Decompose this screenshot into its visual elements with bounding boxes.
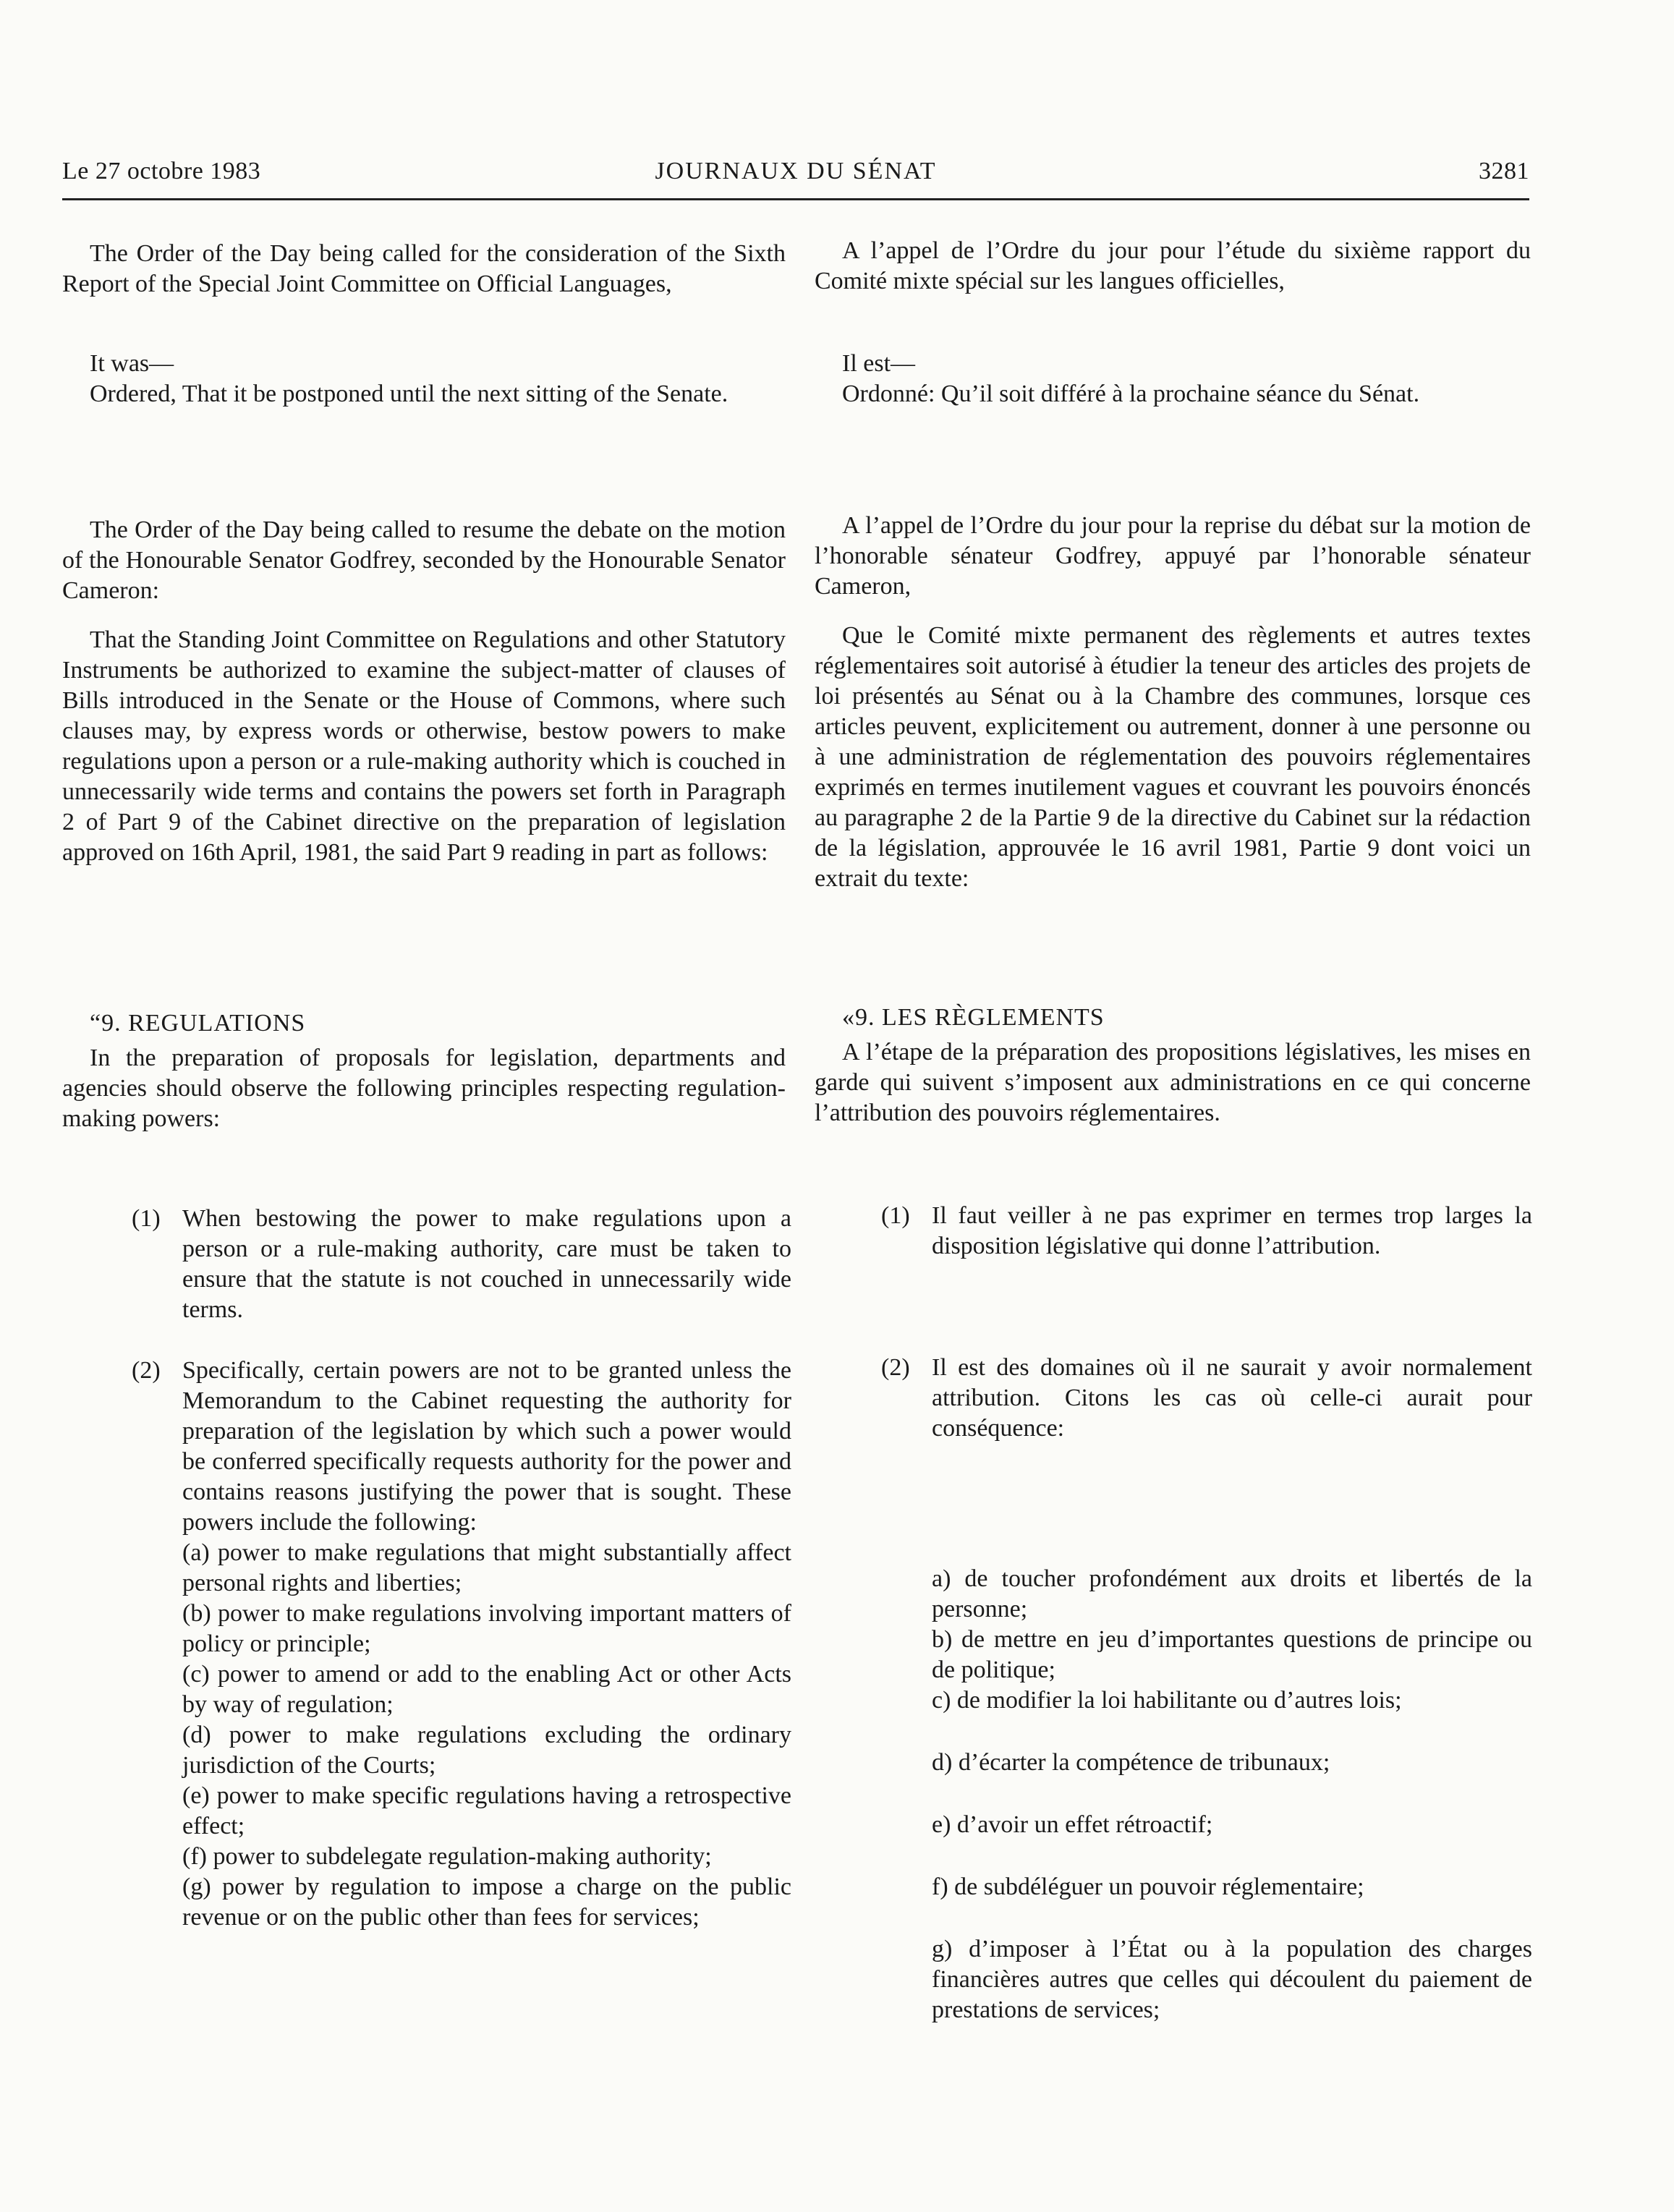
fr-order-2-text: A l’appel de l’Ordre du jour pour la reprise du débat sur la motion de l’honorable sénateur Godfrey, appuyé par l’honorable sénateur Cameron, <box>815 512 1531 600</box>
fr-item-2 <box>881 1353 1532 1444</box>
fr-order-1 <box>815 236 1531 297</box>
fr-regulations <box>815 1003 1531 1128</box>
fr-il-est: Il est— <box>842 350 916 377</box>
fr-intro: A l’étape de la préparation des propositions législatives, les mises en garde qui suivent s’imposent aux administrations en ce qui concerne l’attribution des pouvoirs réglementaires. <box>815 1039 1531 1126</box>
en-item-2-text: Specifically, certain powers are not to be granted unless the Memorandum to the Cabinet requesting the authority for preparation of the legislation by which such a power would be conferred specifically requests authority for the power and contains reasons justifying the power that is sought. These powers include the following: <box>182 1357 791 1536</box>
en-item-2-number: (2) <box>132 1357 161 1384</box>
header-date: Le 27 octobre 1983 <box>62 158 261 184</box>
fr-subitem-a: a) de toucher profondément aux droits et libertés de la personne; <box>932 1565 1532 1622</box>
en-subitem-c: (c) power to amend or add to the enabling Act or other Acts by way of regulation; <box>182 1661 791 1718</box>
list-item <box>881 1201 1532 1262</box>
en-subitem-a: (a) power to make regulations that might substantially affect personal rights and liberties; <box>182 1539 791 1596</box>
fr-subitem-g: g) d’imposer à l’État ou à la population des charges financières autres que celles qui découlent du paiement de prestations de services; <box>932 1936 1532 2023</box>
fr-motion-text: Que le Comité mixte permanent des règlements et autres textes réglementaires soit autorisé à étudier la teneur des articles des projets de loi présentés au Sénat ou à la Chambre des communes, lorsque ces articles peuvent, explicitement ou autrement, donner à une personne ou à une administration de réglementation des pouvoirs réglementaires exprimés en termes inutilement vagues et couvrant les pouvoirs énoncés au paragraphe 2 de la Partie 9 de la directive du Cabinet sur la rédaction de la législation, approuvée le 16 avril 1981, Partie 9 dont voici un extrait du texte: <box>815 622 1531 892</box>
en-subitem-d: (d) power to make regulations excluding the ordinary jurisdiction of the Courts; <box>182 1722 791 1779</box>
en-decision-1 <box>62 349 786 409</box>
fr-item-1-text: Il faut veiller à ne pas exprimer en termes trop larges la disposition législative qui donne l’attribution. <box>932 1202 1532 1259</box>
en-item-1-number: (1) <box>132 1205 161 1232</box>
fr-motion <box>815 621 1531 894</box>
en-it-was: It was— <box>90 350 174 377</box>
en-heading: “9. REGULATIONS <box>90 1010 306 1037</box>
running-header <box>62 158 1529 200</box>
fr-subitem-b: b) de mettre en jeu d’importantes questions de principe ou de politique; <box>932 1626 1532 1683</box>
fr-subitem-e: e) d’avoir un effet rétroactif; <box>932 1811 1213 1838</box>
fr-order-text: A l’appel de l’Ordre du jour pour l’étude du sixième rapport du Comité mixte spécial sur les langues officielles, <box>815 237 1531 294</box>
en-intro: In the preparation of proposals for legislation, departments and agencies should observe the following principles respecting regulation-making powers: <box>62 1045 786 1132</box>
en-item-1-text: When bestowing the power to make regulations upon a person or a rule-making authority, care must be taken to ensure that the statute is not couched in unnecessarily wide terms. <box>182 1205 791 1323</box>
en-order-2-text: The Order of the Day being called to resume the debate on the motion of the Honourable Senator Godfrey, seconded by the Honourable Senator Cameron: <box>62 516 786 604</box>
fr-order-2 <box>815 511 1531 602</box>
en-order-text: The Order of the Day being called for the consideration of the Sixth Report of the Special Joint Committee on Official Languages, <box>62 240 786 297</box>
en-subitem-f: (f) power to subdelegate regulation-making authority; <box>182 1843 712 1870</box>
list-item <box>881 1353 1532 1444</box>
en-order-2 <box>62 515 786 606</box>
fr-item-1 <box>881 1201 1532 1262</box>
fr-item-1-number: (1) <box>881 1202 910 1229</box>
list-item <box>132 1356 791 1933</box>
fr-heading: «9. LES RÈGLEMENTS <box>842 1004 1105 1031</box>
fr-subitems <box>932 1564 1532 2025</box>
en-subitem-g: (g) power by regulation to impose a charge on the public revenue or on the public other than fees for services; <box>182 1873 791 1931</box>
fr-item-2-text: Il est des domaines où il ne saurait y avoir normalement attribution. Citons les cas où celle-ci aurait pour conséquence: <box>932 1354 1532 1442</box>
fr-decision-1 <box>815 349 1531 409</box>
fr-subitem-d: d) d’écarter la compétence de tribunaux; <box>932 1749 1330 1776</box>
en-ordered: Ordered, That it be postponed until the next sitting of the Senate. <box>90 380 728 407</box>
list-item <box>132 1204 791 1325</box>
en-item-2 <box>132 1356 791 1933</box>
en-subitem-b: (b) power to make regulations involving important matters of policy or principle; <box>182 1600 791 1657</box>
fr-subitem-c: c) de modifier la loi habilitante ou d’autres lois; <box>932 1687 1402 1714</box>
fr-item-2-number: (2) <box>881 1354 910 1381</box>
header-title: JOURNAUX DU SÉNAT <box>655 158 937 184</box>
fr-ordonne: Ordonné: Qu’il soit différé à la prochaine séance du Sénat. <box>842 380 1420 407</box>
en-regulations <box>62 1008 786 1134</box>
en-motion <box>62 625 786 868</box>
en-subitem-e: (e) power to make specific regulations having a retrospective effect; <box>182 1782 791 1839</box>
en-order-1 <box>62 239 786 299</box>
fr-subitem-f: f) de subdéléguer un pouvoir réglementaire; <box>932 1873 1364 1900</box>
page-number: 3281 <box>1479 158 1529 184</box>
en-item-1 <box>132 1204 791 1325</box>
en-motion-text: That the Standing Joint Committee on Regulations and other Statutory Instruments be authorized to examine the subject-matter of clauses of Bills introduced in the Senate or the House of Commons, where such clauses may, by express words or otherwise, bestow powers to make regulations upon a person or a rule-making authority which is couched in unnecessarily wide terms and contains the powers set forth in Paragraph 2 of Part 9 of the Cabinet directive on the preparation of legislation approved on 16th April, 1981, the said Part 9 reading in part as follows: <box>62 626 786 866</box>
